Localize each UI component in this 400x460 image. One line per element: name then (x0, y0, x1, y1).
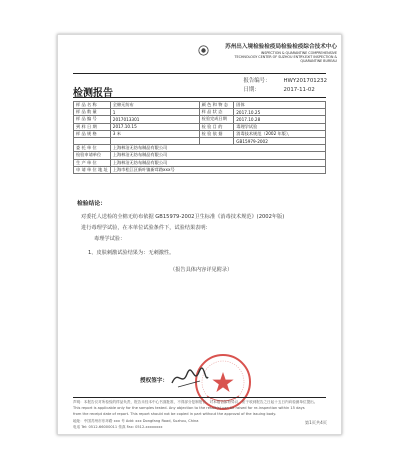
info-value: 固体 (234, 102, 326, 109)
org-name-en-2: TECHNOLOGY CENTER OF SUZHOU ENTRY-EXIT INSPECTION & QUARANTINE BUREAU (234, 55, 337, 64)
report-page (57, 34, 342, 435)
sample-info-table (73, 101, 326, 174)
info-key: 样 品 编 号 (74, 116, 111, 123)
conclusion-para1: 对委托人送检的全棉无纺布依据 GB15979-2002卫生标准《消毒技术规范》(2002年版) (81, 214, 285, 220)
table-row (74, 123, 326, 130)
info-value: 2017.10.28 (234, 116, 326, 123)
conclusion-note: （报告具体内容详见附录） (170, 267, 233, 273)
report-no: HWY201701232 (283, 78, 327, 84)
info-value: 2017013301 (110, 116, 199, 123)
info-key: 样 品 数 量 (74, 109, 111, 116)
conclusion-para3: 毒理学试验： (94, 236, 126, 242)
info-value: 2017.10.25 (234, 109, 326, 116)
footer-statement-en2: from the receipt date of report. This report should not be copied in part without the approval of the issuing body. (73, 412, 277, 416)
table-row (74, 102, 326, 109)
info-key: 检验申请单位 (74, 152, 111, 159)
table-row (74, 152, 326, 159)
table-row (74, 109, 326, 116)
info-key (199, 137, 234, 144)
info-value: 上海林洁无纺布制品有限公司 (110, 152, 325, 159)
info-key: 样 品 名 称 (74, 102, 111, 109)
info-value: 上海林洁无纺布制品有限公司 (110, 145, 325, 152)
conclusion-item1: 1、皮肤刺激试验结果为：无刺激性。 (88, 250, 175, 256)
conclusion-label: 检验结论： (77, 201, 106, 207)
footer-statement-en1: This report is applicable only for the samples tested. Any objection to the result(s) can be raised for re-inspection within 15 days (73, 406, 305, 410)
table-row (74, 137, 326, 144)
table-row (74, 145, 326, 152)
info-value: 2017.10.15 (110, 123, 199, 130)
handwritten-signature-icon (170, 365, 210, 391)
info-key: 检 验 依 据 (199, 130, 234, 137)
info-value: 上海林洁无纺布制品有限公司 (110, 159, 325, 166)
org-name-cn: 苏州出入境检验检疫局检验检疫综合技术中心 (225, 44, 337, 50)
info-key: 生 产 单 位 (74, 159, 111, 166)
title-rule (73, 97, 326, 98)
info-key: 样 品 状 态 (199, 109, 234, 116)
info-key: 样 品 规 格 (74, 130, 111, 137)
footer-contact: 电话 Tel: 0512-66000011 传真 Fax: 0512-xxxxxxxx (73, 425, 163, 429)
info-key: 检 验 目 的 (199, 123, 234, 130)
conclusion-para2: 进行毒理学试验，在本单位试验条件下，试验结果表明： (81, 225, 211, 231)
info-key: 颜 色 和 物 态 (199, 102, 234, 109)
org-name-en-1: INSPECTION & QUARANTINE COMPREHENSIVE (260, 51, 337, 55)
report-date: 2017-11-02 (283, 87, 315, 93)
org-header (212, 44, 337, 64)
header-rule (73, 73, 326, 74)
page-number: 第1页共4页 (304, 420, 327, 425)
info-key: 到 样 日 期 (74, 123, 111, 130)
info-value: 3 米 (110, 130, 199, 137)
info-key: 委 托 单 位 (74, 145, 111, 152)
info-value: 1 (110, 109, 199, 116)
info-key: 检验完成日期 (199, 116, 234, 123)
footer-statement-cn: 声明：本报告仅对所检验的样品负责，报告未经本中心书面批准，不得部分复制报告。对本报告如有异议，应于收到报告之日起十五日内向检测单位提出。 (73, 400, 318, 404)
table-row (74, 130, 326, 137)
report-no-label: 报告编号： (243, 78, 271, 84)
info-value: 毒理学试验 (234, 123, 326, 130)
report-meta (243, 77, 327, 95)
info-key (74, 137, 111, 144)
footer-rule (73, 397, 326, 398)
info-value (110, 137, 199, 144)
info-value: 全棉无纺布 (110, 102, 199, 109)
report-title: 检测报告 (73, 88, 113, 99)
info-value: GB15979-2002 (234, 137, 326, 144)
org-logo-icon (198, 45, 209, 56)
date-label: 日期： (243, 87, 260, 93)
info-value: 消毒技术规范（2002 年版）， (234, 130, 326, 137)
signature-label: 授权签字： (140, 378, 168, 384)
table-row (74, 116, 326, 123)
table-row (74, 166, 326, 173)
footer-address: 地址：中国苏州市东环路 xxx 号 Add: xxx Dongfang Road, Suzhou, China (73, 419, 199, 423)
info-value: 上海市松江区新叶镇新茸路xxx号 (110, 166, 325, 173)
table-row (74, 159, 326, 166)
info-key: 申 请 单 位 地 址 (74, 166, 111, 173)
